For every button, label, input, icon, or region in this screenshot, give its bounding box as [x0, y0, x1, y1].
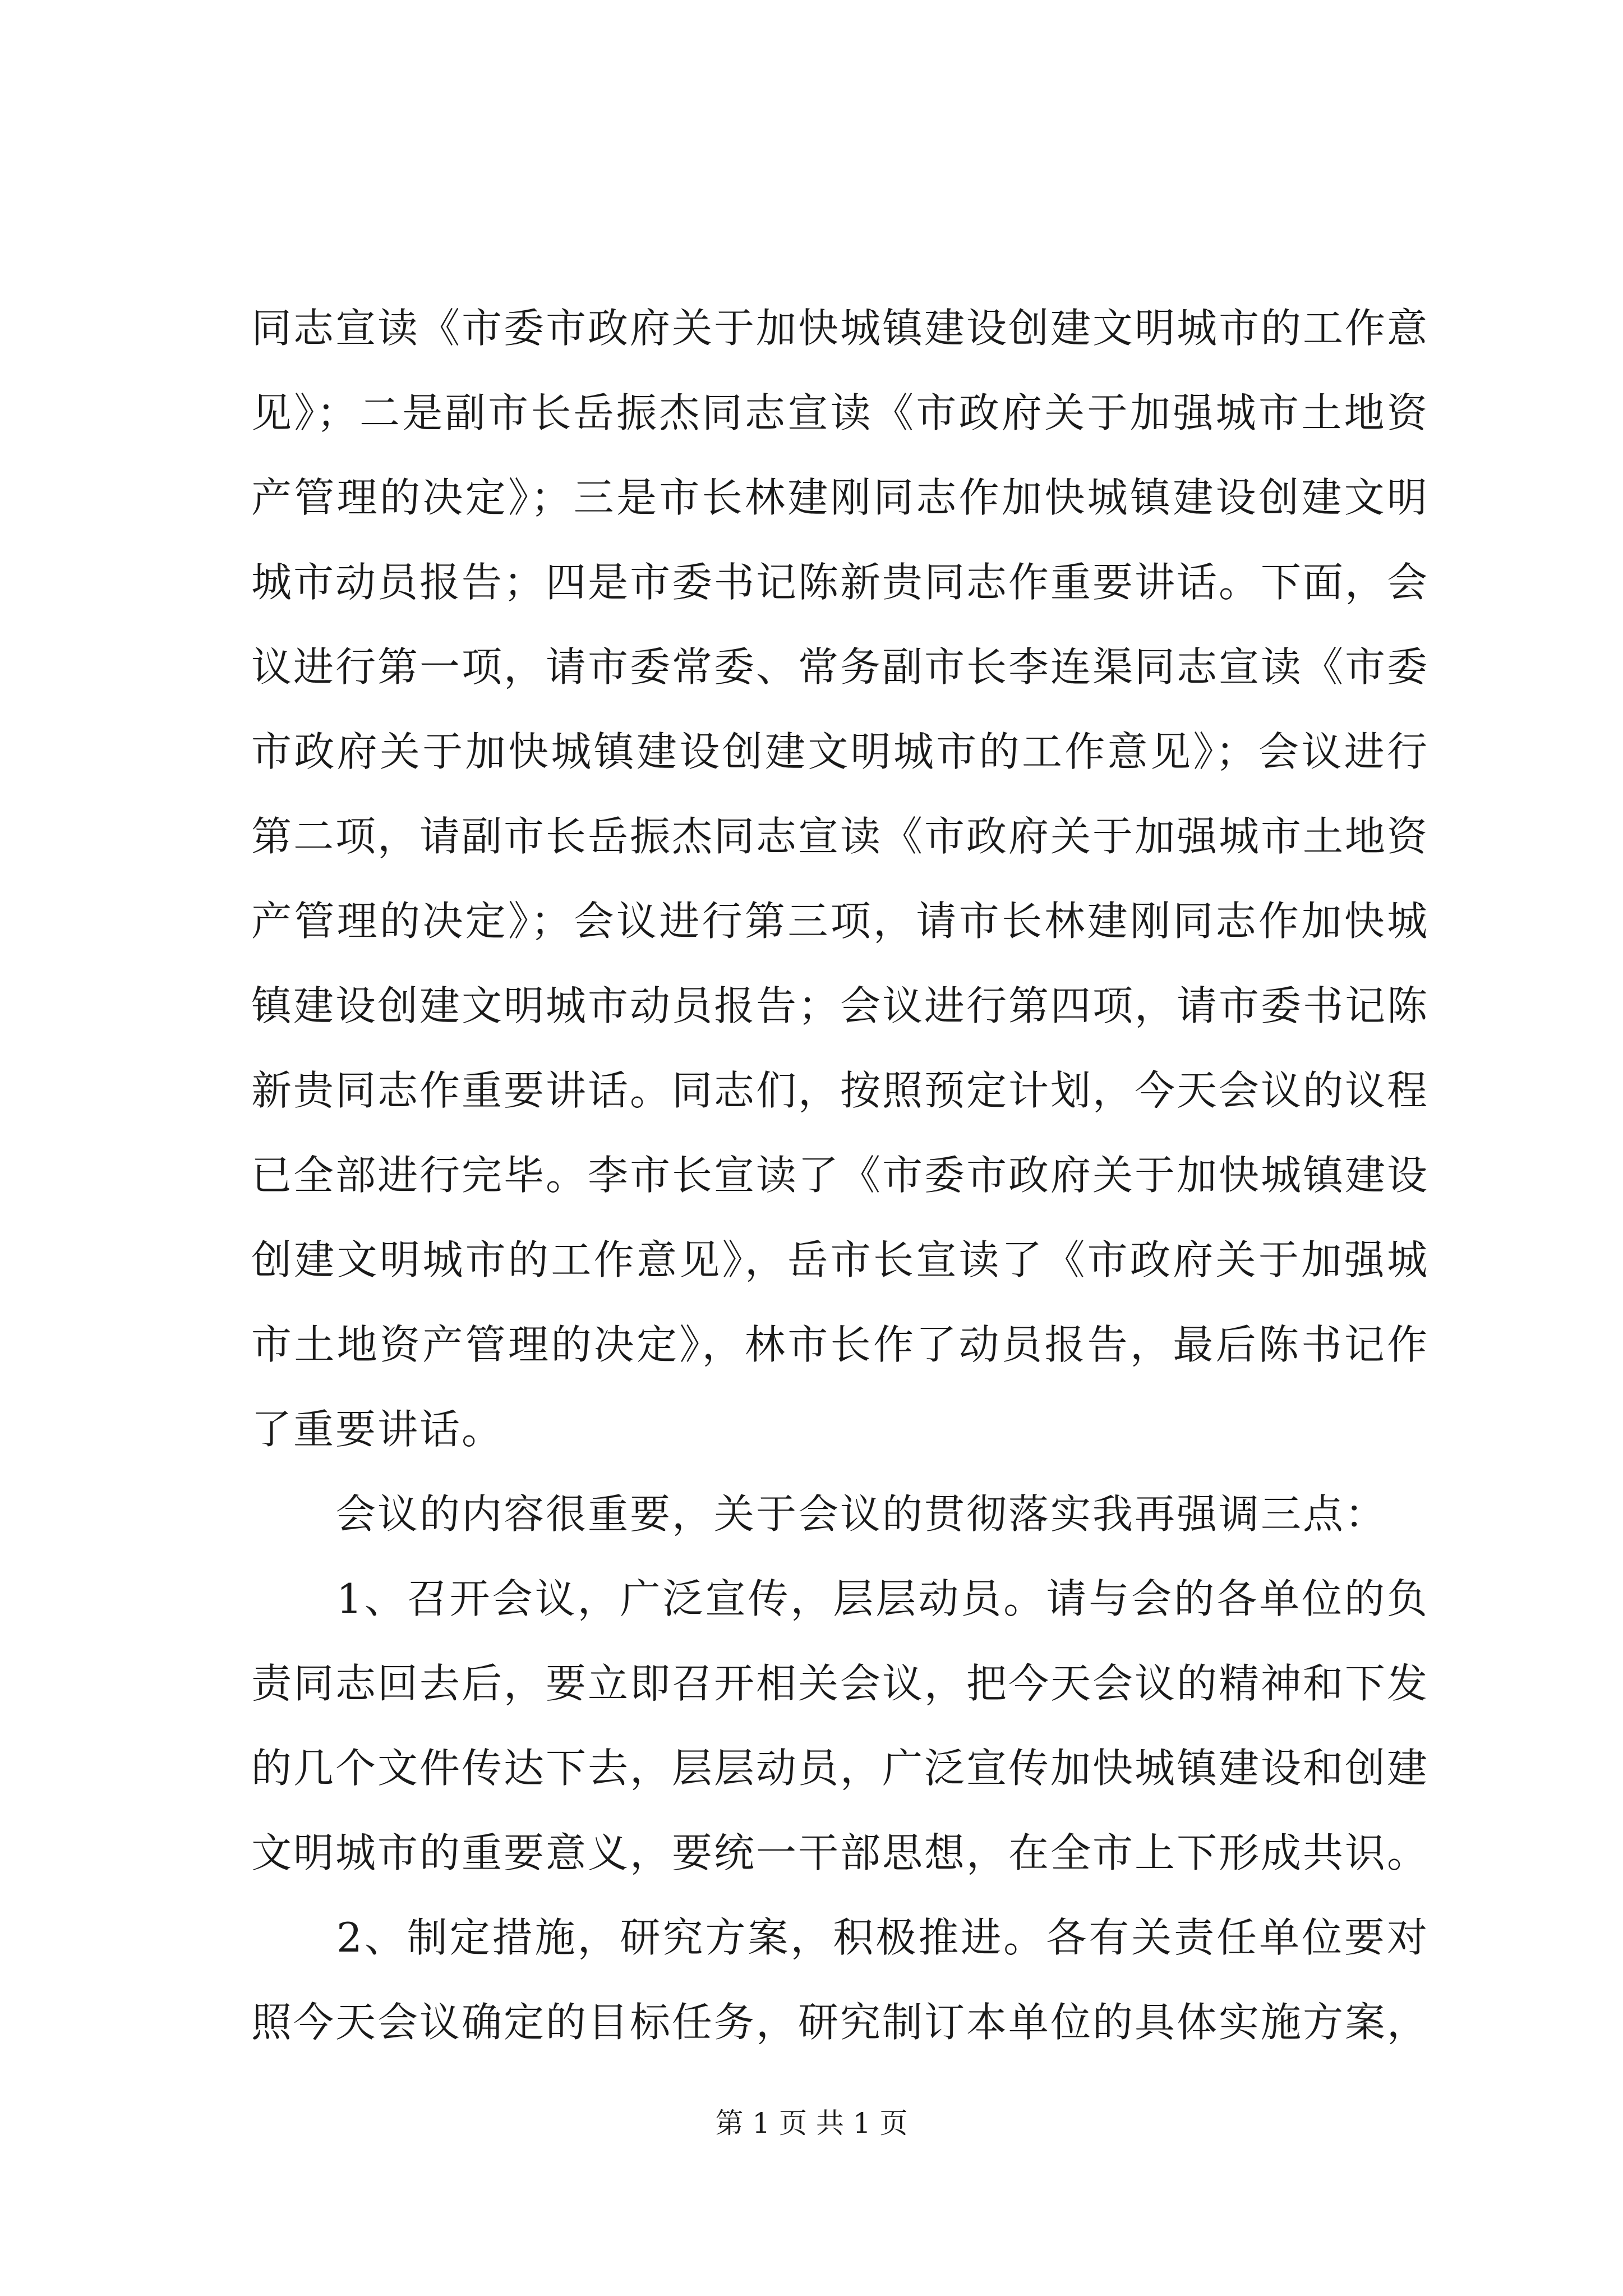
page-footer: 第 1 页 共 1 页 — [715, 2107, 908, 2139]
text-line: 文明城市的重要意义，要统一干部思想，在全市上下形成共识。 — [251, 1829, 1430, 1876]
document-body — [251, 286, 1429, 2065]
text-line: 了重要讲话。 — [251, 1406, 504, 1453]
text-line: 会议的内容很重要，关于会议的贯彻落实我再强调三点： — [251, 1490, 1387, 1538]
text-line: 责同志回去后，要立即召开相关会议，把今天会议的精神和下发 — [251, 1660, 1430, 1707]
text-line: 见》；二是副市长岳振杰同志宣读《市政府关于加强城市土地资 — [251, 389, 1429, 436]
text-line: 照今天会议确定的目标任务，研究制订本单位的具体实施方案， — [251, 1999, 1430, 2046]
text-line: 的几个文件传达下去，层层动员，广泛宣传加快城镇建设和创建 — [251, 1745, 1430, 1792]
text-line: 同志宣读《市委市政府关于加快城镇建设创建文明城市的工作意 — [251, 305, 1430, 352]
text-line: 镇建设创建文明城市动员报告；会议进行第四项，请市委书记陈 — [251, 982, 1430, 1029]
text-line: 1、召开会议，广泛宣传，层层动员。请与会的各单位的负 — [251, 1575, 1429, 1622]
text-line: 已全部进行完毕。李市长宣读了《市委市政府关于加快城镇建设 — [251, 1152, 1430, 1199]
text-line: 城市动员报告；四是市委书记陈新贵同志作重要讲话。下面，会 — [251, 559, 1430, 606]
text-line: 2、制定措施，研究方案，积极推进。各有关责任单位要对 — [251, 1914, 1429, 1961]
text-line: 新贵同志作重要讲话。同志们，按照预定计划，今天会议的议程 — [251, 1067, 1430, 1114]
text-line: 市土地资产管理的决定》，林市长作了动员报告，最后陈书记作 — [251, 1321, 1429, 1368]
text-line: 创建文明城市的工作意见》，岳市长宣读了《市政府关于加强城 — [251, 1236, 1429, 1283]
text-line: 议进行第一项，请市委常委、常务副市长李连渠同志宣读《市委 — [251, 643, 1430, 691]
text-line: 产管理的决定》；三是市长林建刚同志作加快城镇建设创建文明 — [251, 474, 1429, 521]
text-line: 产管理的决定》；会议进行第三项，请市长林建刚同志作加快城 — [251, 898, 1429, 945]
text-line: 第二项，请副市长岳振杰同志宣读《市政府关于加强城市土地资 — [251, 813, 1430, 860]
text-line: 市政府关于加快城镇建设创建文明城市的工作意见》；会议进行 — [251, 728, 1429, 775]
